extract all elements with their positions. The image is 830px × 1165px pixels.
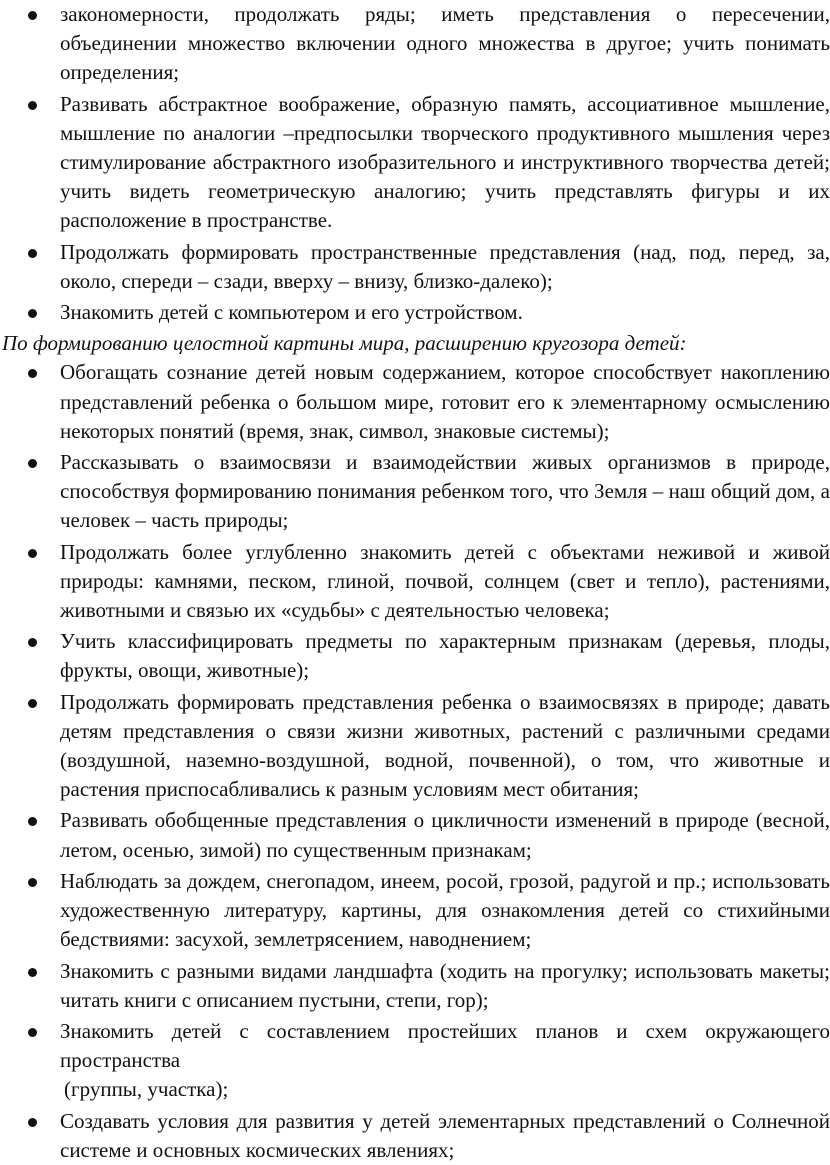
list-item [0,0,830,88]
bullet-icon [28,309,37,318]
list-item [0,957,830,1015]
bullet-icon [28,699,37,708]
bullet-icon [28,249,37,258]
list-item-plans [0,1017,830,1105]
list-item [0,238,830,296]
bullet-icon [28,1028,37,1037]
bullet-list-world [0,358,830,1164]
list-item-text: Знакомить детей с компьютером и его устройством. [60,300,523,325]
list-item [0,1107,830,1165]
list-item-text: Продолжать формировать пространственные представления (над, под, перед, за, около, спереди – сзади, вверху – внизу, близко-далеко); [60,239,830,293]
list-item-text: Развивать обобщенные представления о цикличности изменений в природе (весной, летом, осенью, зимой) по существенным признакам; [60,808,830,862]
bullet-icon [28,638,37,647]
list-item-text: Продолжать формировать представления ребенка о взаимосвязях в природе; давать детям представления о связи жизни животных, растений с различными средами (воздушной, наземно-воздушной, водной, почвенной), о том, что животные и растения приспосабливались к разным условиям мест обитания; [60,689,830,802]
bullet-icon [28,369,37,378]
bullet-icon [28,549,37,558]
list-item-text: Знакомить детей с составлением простейших планов и схем окружающего пространства [60,1018,830,1073]
bullet-icon [28,878,37,887]
list-item [0,298,816,327]
list-item [0,627,830,685]
list-item [0,806,830,864]
list-item-text: Знакомить с разными видами ландшафта (ходить на прогулку; использовать макеты; читать книги с описанием пустыни, степи, гор); [60,958,830,1012]
list-item-text: Рассказывать о взаимосвязи и взаимодействии живых организмов в природе, способствуя формированию понимания ребенком того, что Земля – наш общий дом, а человек – часть природы; [60,450,830,533]
bullet-icon [28,817,37,826]
list-item-text: Учить классифицировать предметы по характерным признакам (деревья, плоды, фрукты, овощи, животные); [60,629,830,683]
list-item-text: Продолжать более углубленно знакомить детей с объектами неживой и живой природы: камнями, песком, глиной, почвой, солнцем (свет и тепло), растениями, животными и связью их «судьбы» с деятельностью человека; [60,539,830,623]
list-item-text: Обогащать сознание детей новым содержанием, которое способствует накоплению представлений ребенка о большом мире, готовит его к элементарному осмыслению некоторых понятий (время, знак, символ, знаковые системы); [60,360,830,443]
list-item-continuation: (группы, участка); [64,1077,229,1102]
list-item [0,867,830,955]
bullet-icon [28,11,37,20]
bullet-icon [28,459,37,468]
list-item-text: Создавать условия для развития у детей элементарных представлений о Солнечной системе и основных космических явлениях; [60,1108,830,1162]
bullet-icon [28,1118,37,1127]
list-item-text: Наблюдать за дождем, снегопадом, инеем, росой, грозой, радугой и пр.; использовать художественную литературу, картины, для ознакомления детей со стихийными бедствиями: засухой, землетрясением, наводнением; [60,868,830,952]
list-item-text: закономерности, продолжать ряды; иметь представления о пересечении, объединении множество включении одного множества в другое; учить понимать определения; [60,2,830,85]
bullet-icon [28,968,37,977]
section-heading: По формированию целостной картины мира, расширению кругозора детей: [2,331,687,356]
bullet-icon [28,101,37,110]
bullet-list-math [0,0,830,327]
list-item [0,688,830,805]
list-item-text: Развивать абстрактное воображение, образную память, ассоциативное мышление, мышление по аналогии –предпосылки творческого продуктивного мышления через стимулирование абстрактного изобразительного и инструктивного творчества детей; учить видеть геометрическую аналогию; учить представлять фигуры и их расположение в пространстве. [60,91,830,233]
list-item [0,448,830,536]
list-item [0,358,830,446]
list-item [0,538,830,626]
list-item [0,90,830,236]
